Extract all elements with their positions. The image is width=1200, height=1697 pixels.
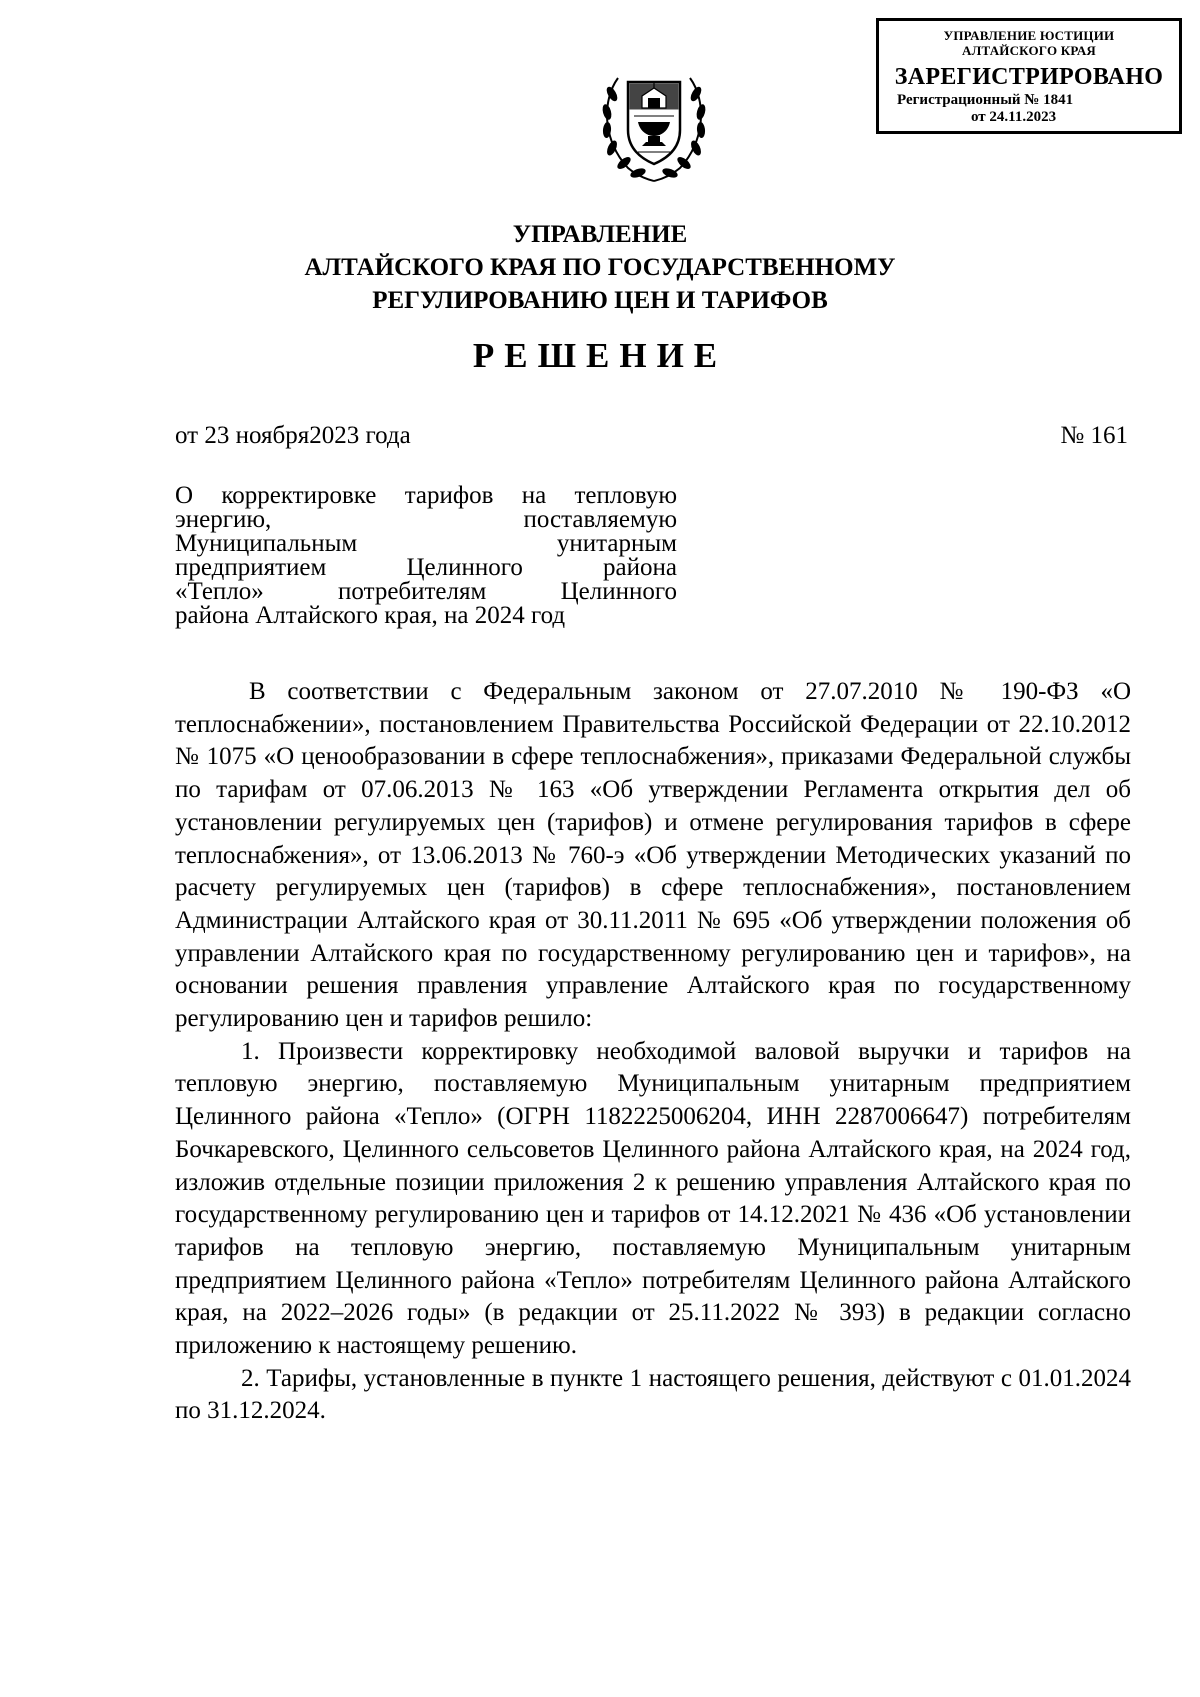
authority-line2: АЛТАЙСКОГО КРАЯ ПО ГОСУДАРСТВЕННОМУ — [304, 254, 896, 281]
document-body — [175, 676, 1131, 1428]
document-type-title: РЕШЕНИЕ — [472, 336, 728, 375]
subject-line: Муниципальным унитарным — [175, 530, 677, 557]
subject-line: «Тепло» потребителям Целинного — [175, 578, 677, 605]
subject-line: предприятием Целинного района — [175, 554, 677, 581]
preamble-paragraph: В соответствии с Федеральным законом от 27.07.2010 № 190-ФЗ «О теплоснабжении», постановлением Правительства Российской Федерации от 22.10.2012 № 1075 «О ценообразовании в сфере теплоснабжения», приказами Федеральной службы по тарифам от 07.06.2013 № 163 «Об утверждении Регламента открытия дел об установлении регулируемых цен (тарифов) и отмене регулирования тарифов в сфере теплоснабжения», от 13.06.2013 № 760-э «Об утверждении Методических указаний по расчету регулируемых цен (тарифов) в сфере теплоснабжения», постановлением Администрации Алтайского края от 30.11.2011 № 695 «Об утверждении положения об управлении Алтайского края по государственному регулированию цен и тарифов», на основании решения правления управление Алтайского края по государственному регулированию цен и тарифов решило: — [175, 678, 1131, 1033]
stamp-status: ЗАРЕГИСТРИРОВАНО — [894, 64, 1164, 90]
altai-coat-of-arms-icon — [598, 60, 710, 186]
subject-line: района Алтайского края, на 2024 год — [175, 602, 566, 629]
document-subject — [175, 484, 677, 628]
subject-line: энергию, поставляемую — [175, 506, 677, 533]
stamp-reg-date: от 24.11.2023 — [971, 109, 1057, 125]
stamp-authority-line2: АЛТАЙСКОГО КРАЯ — [962, 43, 1096, 58]
stamp-authority — [879, 28, 1179, 58]
document-number: № 161 — [1060, 422, 1128, 449]
issuing-authority — [0, 218, 1200, 317]
subject-line: О корректировке тарифов на тепловую — [175, 482, 677, 509]
stamp-reg-number: Регистрационный № 1841 — [897, 92, 1074, 108]
registration-stamp — [876, 18, 1182, 134]
authority-line1: УПРАВЛЕНИЕ — [512, 221, 688, 248]
authority-line3: РЕГУЛИРОВАНИЮ ЦЕН И ТАРИФОВ — [372, 287, 828, 314]
clause-1: 1. Произвести корректировку необходимой валовой выручки и тарифов на тепловую энергию, поставляемую Муниципальным унитарным предприятием Целинного района «Тепло» (ОГРН 1182225006204, ИНН 2287006647) потребителям Бочкаревского, Целинного сельсоветов Целинного района Алтайского края, на 2024 год, изложив отдельные позиции приложения 2 к решению управления Алтайского края по государственному регулированию цен и тарифов от 14.12.2021 № 436 «Об установлении тарифов на тепловую энергию, поставляемую Муниципальным унитарным предприятием Целинного района «Тепло» потребителям Целинного района Алтайского края, на 2022–2026 годы» (в редакции от 25.11.2022 № 393) в редакции согласно приложению к настоящему решению. — [175, 1037, 1131, 1360]
document-date: от 23 ноября2023 года — [175, 422, 411, 449]
stamp-authority-line1: УПРАВЛЕНИЕ ЮСТИЦИИ — [943, 28, 1115, 43]
clause-2: 2. Тарифы, установленные в пункте 1 настоящего решения, действуют с 01.01.2024 по 31.12.2024. — [175, 1364, 1131, 1425]
